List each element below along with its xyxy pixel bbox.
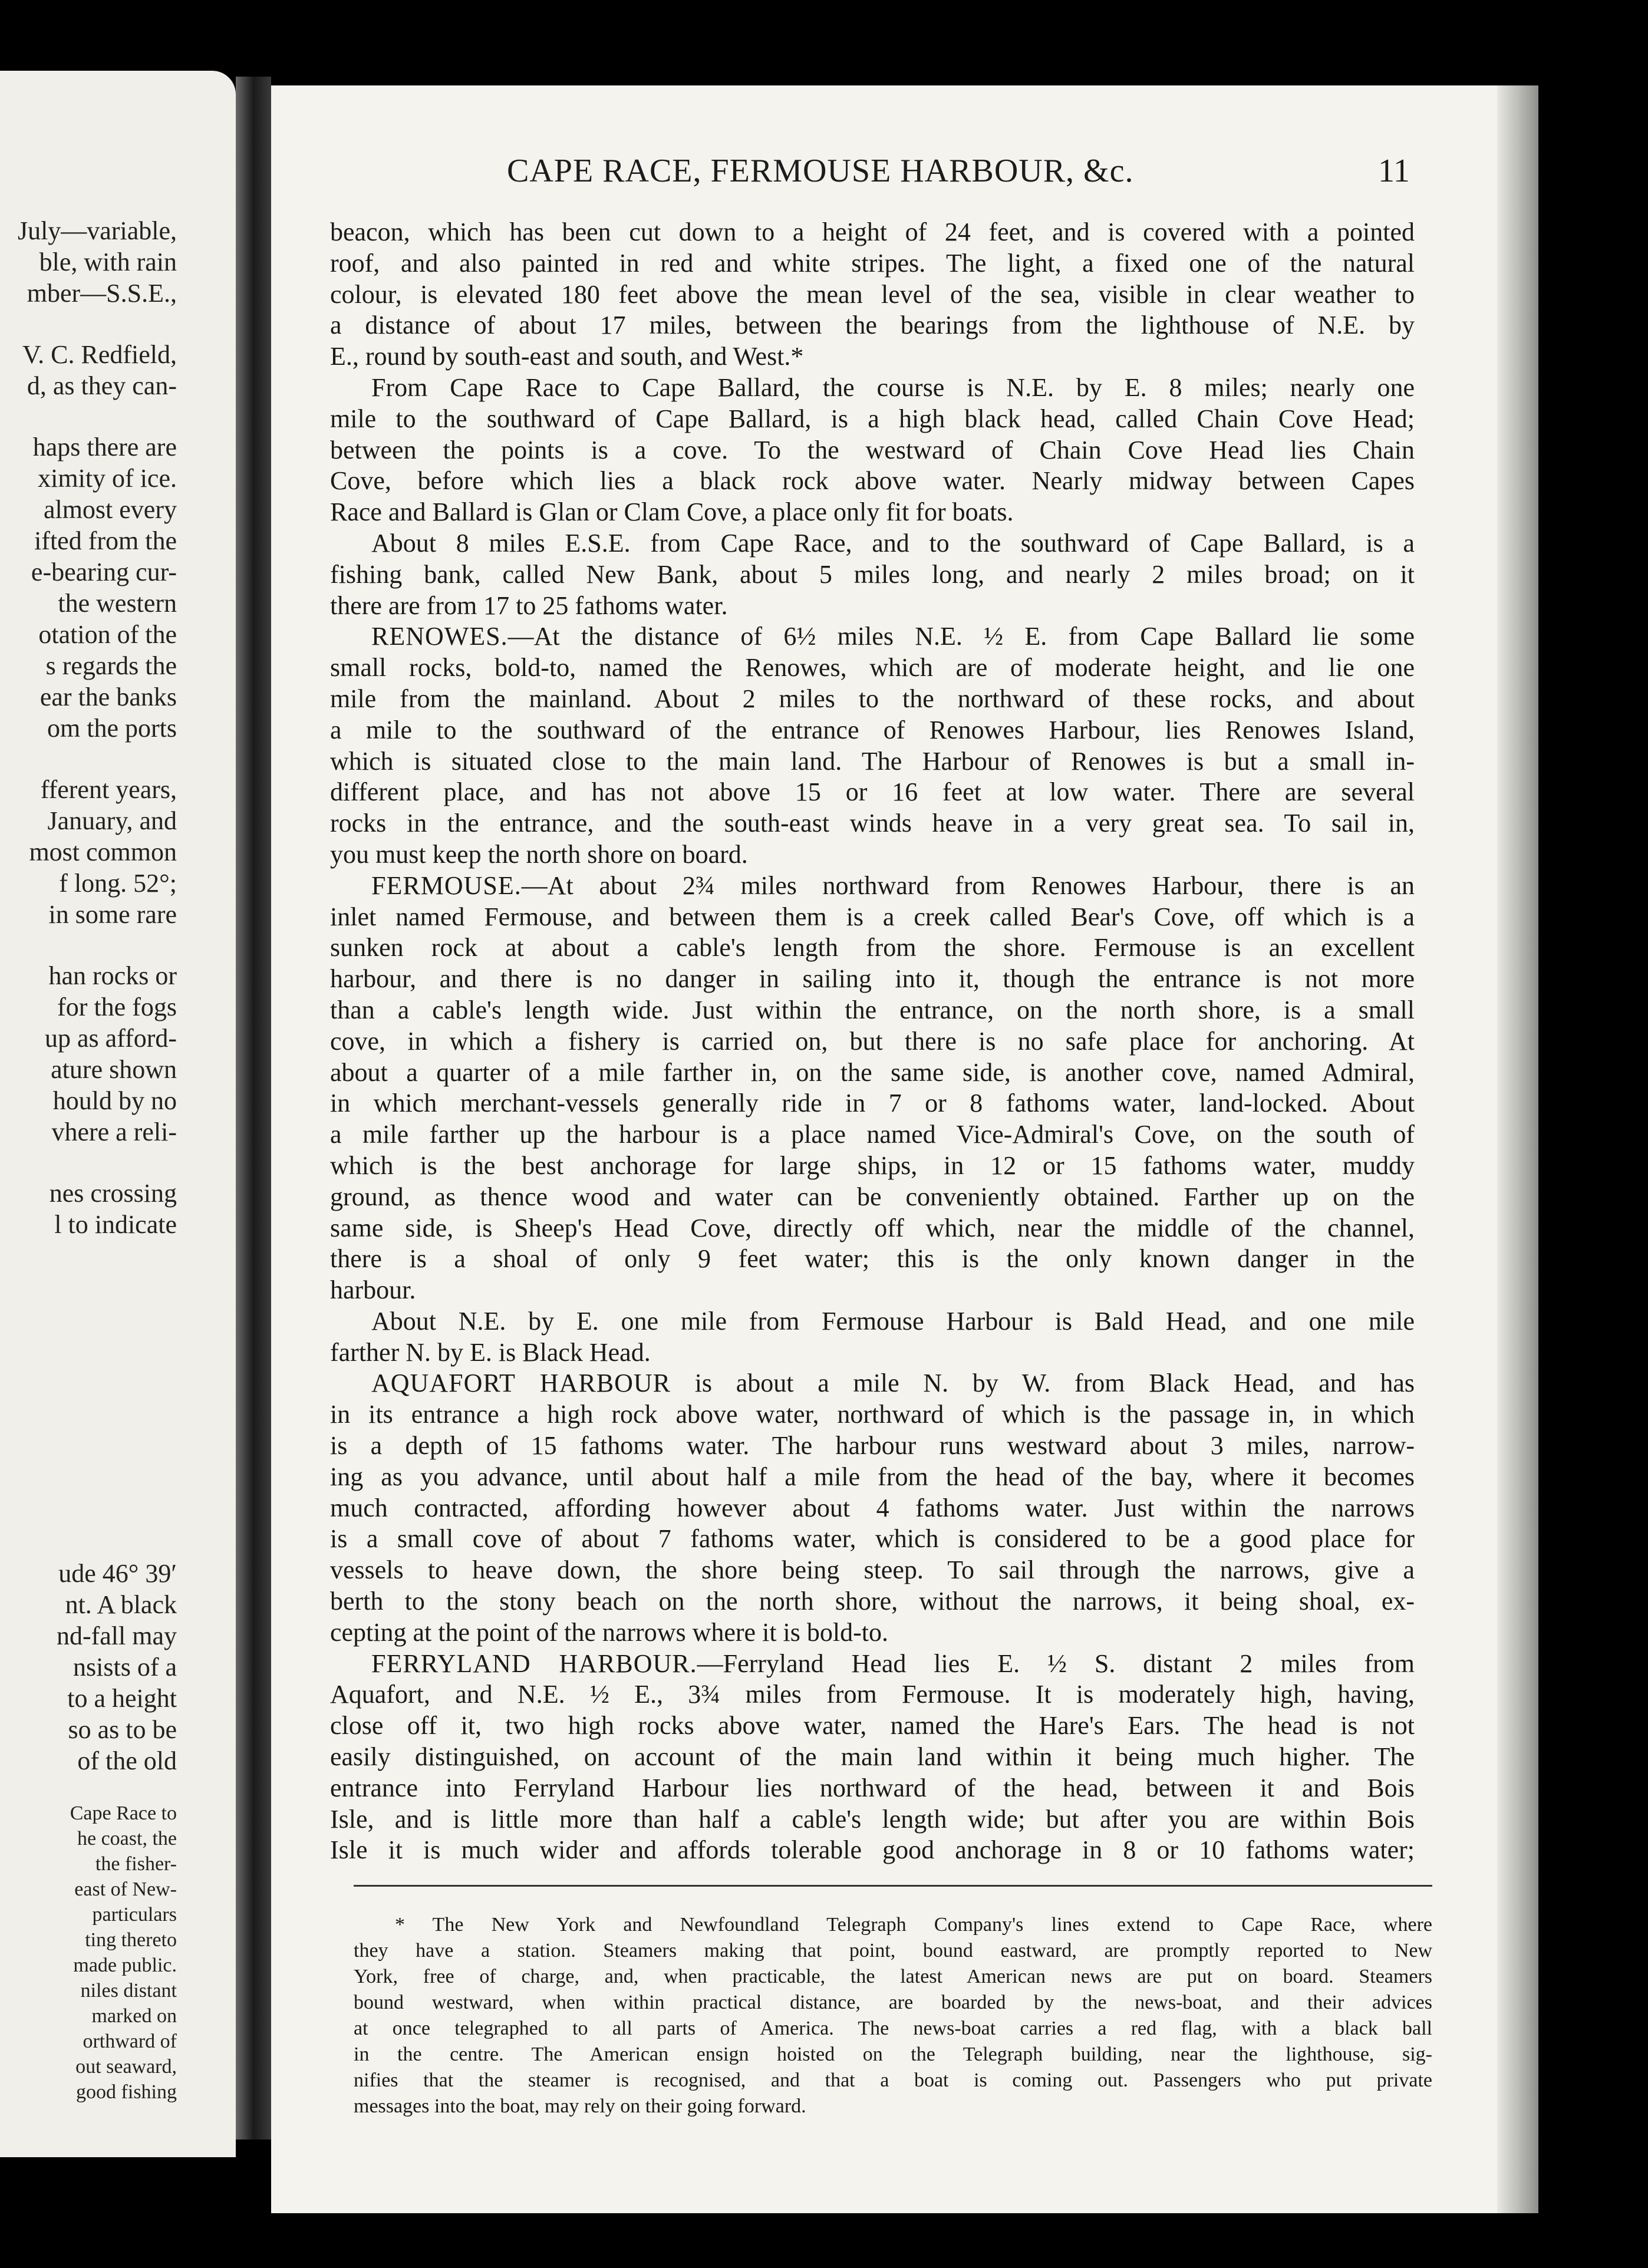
left-page-line: nt. A black	[65, 1590, 177, 1619]
left-page-note-line: east of New-	[74, 1878, 177, 1900]
left-page-line: f long. 52°;	[59, 869, 177, 898]
text-line: ground, as thence wood and water can be conveniently obtained. Farther up on the	[330, 1182, 1415, 1211]
book-gutter	[236, 77, 271, 2140]
text-line: which is situated close to the main land. The Harbour of Renowes is but a small in-	[330, 746, 1415, 776]
text-line: same side, is Sheep's Head Cove, directly off which, near the middle of the channel,	[330, 1213, 1415, 1242]
text-line: Isle, and is little more than half a cable's length wide; but after you are within Bois	[330, 1804, 1415, 1834]
left-page-line: ude 46° 39′	[58, 1559, 177, 1588]
text-line: Cove, before which lies a black rock above water. Nearly midway between Capes	[330, 466, 1415, 496]
left-page-line: ble, with rain	[39, 248, 177, 276]
footnote	[354, 1912, 1432, 2119]
text-line: Isle it is much wider and affords tolerable good anchorage in 8 or 10 fathoms water;	[330, 1835, 1415, 1865]
left-page-note-line: Cape Race to	[70, 1802, 177, 1824]
text-line: than a cable's length wide. Just within the entrance, on the north shore, is a small	[330, 995, 1415, 1024]
text-line: berth to the stony beach on the north shore, without the narrows, it being shoal, ex-	[330, 1587, 1415, 1616]
left-page-line: almost every	[43, 495, 177, 524]
left-page-line: fferent years,	[40, 775, 177, 804]
text-line: easily distinguished, on account of the main land within it being much higher. The	[330, 1742, 1415, 1772]
text-run: —Ferryland Head lies E. ½ S. distant 2 miles from	[697, 1649, 1415, 1678]
text-line: small rocks, bold-to, named the Renowes, which are of moderate height, and lie one	[330, 653, 1415, 683]
left-page-note-line: orthward of	[83, 2030, 177, 2052]
section-heading-ferryland: FERRYLAND HARBOUR.	[371, 1649, 697, 1678]
left-page-line: ature shown	[51, 1055, 177, 1084]
left-page-line: up as afford-	[45, 1024, 177, 1053]
text-line: mile to the southward of Cape Ballard, is a high black head, called Chain Cove Head;	[330, 404, 1415, 433]
footnote-line: messages into the boat, may rely on their going forward.	[354, 2095, 806, 2117]
body-text	[330, 217, 1415, 1866]
section-heading-fermouse: FERMOUSE.	[371, 871, 522, 900]
text-line: harbour.	[330, 1275, 416, 1305]
footnote-line: at once telegraphed to all parts of America. The news-boat carries a red flag, with a black ball	[354, 2018, 1432, 2039]
left-page-note-line: niles distant	[80, 1980, 177, 2002]
left-page-note-line: good fishing	[76, 2081, 177, 2103]
section-heading-renowes: RENOWES.	[371, 622, 508, 651]
footnote-line: in the centre. The American ensign hoisted on the Telegraph building, near the lighthouse, sig-	[354, 2043, 1432, 2065]
left-page-note-line: marked on	[91, 2005, 177, 2027]
footnote-line: bound westward, when within practical distance, are boarded by the news-boat, and their advices	[354, 1992, 1432, 2013]
text-line: rocks in the entrance, and the south-east winds heave in a very great sea. To sail in,	[330, 809, 1415, 838]
left-page-line: July—variable,	[17, 216, 177, 245]
page-number: 11	[1378, 153, 1410, 189]
text-line: harbour, and there is no danger in sailing into it, though the entrance is not more	[330, 964, 1415, 994]
left-page-line: om the ports	[47, 714, 177, 743]
text-line: E., round by south-east and south, and West.*	[330, 342, 804, 371]
left-page-line: mber—S.S.E.,	[27, 279, 177, 308]
text-run: —At about 2¾ miles northward from Renowes Harbour, there is an	[521, 871, 1415, 900]
page-edge	[1497, 85, 1538, 2213]
footnote-line: nifies that the steamer is recognised, and that a boat is coming out. Passengers who put private	[354, 2069, 1432, 2091]
text-line: is a small cove of about 7 fathoms water, which is considered to be a good place for	[330, 1524, 1415, 1554]
left-page-line: ifted from the	[34, 526, 177, 555]
left-page-line: e-bearing cur-	[31, 558, 177, 586]
text-line: you must keep the north shore on board.	[330, 839, 748, 869]
left-page-line: ximity of ice.	[38, 464, 177, 493]
left-page-line: nsists of a	[73, 1653, 177, 1682]
text-line: cove, in which a fishery is carried on, but there is no safe place for anchoring. At	[330, 1026, 1415, 1056]
text-line: About 8 miles E.S.E. from Cape Race, and to the southward of Cape Ballard, is a	[371, 528, 1415, 558]
left-page-line: d, as they can-	[27, 371, 177, 400]
left-page-line: vhere a reli-	[51, 1117, 177, 1146]
footnote-line: * The New York and Newfoundland Telegraph Company's lines extend to Cape Race, where	[395, 1914, 1432, 1936]
left-page-line: nes crossing	[49, 1179, 177, 1208]
text-line: roof, and also painted in red and white stripes. The light, a fixed one of the natural	[330, 248, 1415, 278]
left-page-line: to a height	[67, 1684, 177, 1713]
left-page-line: s regards the	[45, 651, 177, 680]
text-line: between the points is a cove. To the westward of Chain Cove Head lies Chain	[330, 435, 1415, 464]
text-run: is about a mile N. by W. from Black Head, and has	[671, 1369, 1415, 1398]
left-page-line: ear the banks	[39, 683, 177, 711]
text-line: entrance into Ferryland Harbour lies northward of the head, between it and Bois	[330, 1773, 1415, 1802]
left-page-note-line: particulars	[92, 1904, 177, 1926]
section-heading-aquafort: AQUAFORT HARBOUR	[371, 1369, 671, 1398]
text-line: farther N. by E. is Black Head.	[330, 1337, 651, 1367]
left-page-line: in some rare	[48, 900, 177, 929]
text-line	[330, 871, 1415, 902]
left-page-line: most common	[29, 838, 177, 866]
text-line: beacon, which has been cut down to a height of 24 feet, and is covered with a pointed	[330, 217, 1415, 246]
text-line: Race and Ballard is Glan or Clam Cove, a place only fit for boats.	[330, 497, 1014, 527]
left-page	[0, 71, 236, 2157]
text-line: mile from the mainland. About 2 miles to the northward of these rocks, and about	[330, 684, 1415, 713]
left-page-line: hould by no	[52, 1086, 177, 1115]
text-line: About N.E. by E. one mile from Fermouse Harbour is Bald Head, and one mile	[371, 1306, 1415, 1336]
left-page-line: January, and	[47, 806, 177, 835]
text-line	[330, 621, 1415, 652]
left-page-note-line: out seaward,	[75, 2056, 177, 2078]
left-page-line: han rocks or	[48, 961, 177, 990]
left-page-line: so as to be	[68, 1715, 177, 1744]
text-line: vessels to heave down, the shore being steep. To sail through the narrows, give a	[330, 1555, 1415, 1585]
text-line: a distance of about 17 miles, between the bearings from the lighthouse of N.E. by	[330, 311, 1415, 340]
text-line: which is the best anchorage for large ships, in 12 or 15 fathoms water, muddy	[330, 1151, 1415, 1180]
text-line: in its entrance a high rock above water, northward of which is the passage in, in which	[330, 1400, 1415, 1429]
text-line: there are from 17 to 25 fathoms water.	[330, 591, 728, 620]
left-page-note-line: he coast, the	[77, 1828, 177, 1850]
text-line: is a depth of 15 fathoms water. The harbour runs westward about 3 miles, narrow-	[330, 1431, 1415, 1461]
text-line: in which merchant-vessels generally ride in 7 or 8 fathoms water, land-locked. About	[330, 1089, 1415, 1118]
text-line: much contracted, affording however about 4 fathoms water. Just within the narrows	[330, 1493, 1415, 1522]
footnote-rule	[354, 1885, 1432, 1887]
text-line: fishing bank, called New Bank, about 5 miles long, and nearly 2 miles broad; on it	[330, 559, 1415, 589]
text-line: close off it, two high rocks above water, named the Hare's Ears. The head is not	[330, 1711, 1415, 1740]
text-line: ing as you advance, until about half a mile from the head of the bay, where it becomes	[330, 1462, 1415, 1491]
text-run: —At the distance of 6½ miles N.E. ½ E. from Cape Ballard lie some	[507, 622, 1415, 651]
running-header: CAPE RACE, FERMOUSE HARBOUR, &c.	[507, 153, 1134, 189]
left-page-line: nd-fall may	[56, 1621, 177, 1650]
left-page-line: of the old	[77, 1746, 177, 1775]
text-line: From Cape Race to Cape Ballard, the course is N.E. by E. 8 miles; nearly one	[371, 372, 1415, 402]
footnote-line: they have a station. Steamers making that point, bound eastward, are promptly reported to New	[354, 1940, 1432, 1962]
text-line: different place, and has not above 15 or 16 feet at low water. There are several	[330, 777, 1415, 807]
text-line: there is a shoal of only 9 feet water; this is the only known danger in the	[330, 1244, 1415, 1274]
left-page-line: for the fogs	[57, 993, 177, 1021]
text-line: inlet named Fermouse, and between them is a creek called Bear's Cove, off which is a	[330, 902, 1415, 931]
text-line	[330, 1368, 1415, 1399]
left-page-line: haps there are	[32, 433, 177, 461]
footnote-line: York, free of charge, and, when practicable, the latest American news are put on board. Steamers	[354, 1966, 1432, 1987]
text-line: colour, is elevated 180 feet above the mean level of the sea, visible in clear weather to	[330, 279, 1415, 309]
text-line: a mile to the southward of the entrance of Renowes Harbour, lies Renowes Island,	[330, 715, 1415, 744]
left-page-line: V. C. Redfield,	[22, 340, 177, 369]
left-page-line: the western	[58, 589, 177, 618]
text-line: a mile farther up the harbour is a place named Vice-Admiral's Cove, on the south of	[330, 1120, 1415, 1149]
left-page-line: l to indicate	[54, 1210, 177, 1239]
left-page-note-line: the fisher-	[95, 1853, 177, 1875]
text-line: sunken rock at about a cable's length from the shore. Fermouse is an excellent	[330, 933, 1415, 962]
text-line: about a quarter of a mile farther in, on the same side, is another cove, named Admiral,	[330, 1057, 1415, 1087]
left-page-note-line: made public.	[73, 1954, 177, 1976]
text-line	[330, 1649, 1415, 1680]
text-line: Aquafort, and N.E. ½ E., 3¾ miles from Fermouse. It is moderately high, having,	[330, 1680, 1415, 1709]
left-page-note-line: ting thereto	[85, 1929, 177, 1951]
left-page-line: otation of the	[38, 620, 177, 649]
text-line: cepting at the point of the narrows where it is bold-to.	[330, 1617, 888, 1647]
